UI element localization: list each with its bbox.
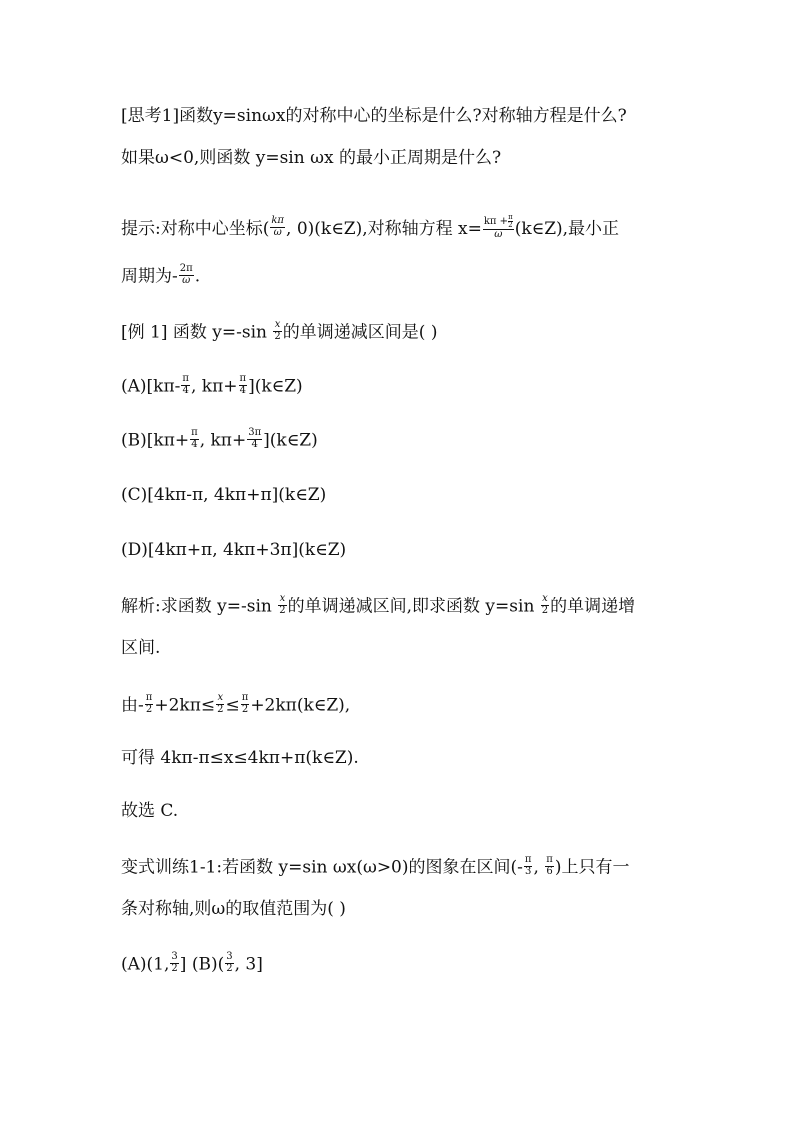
hint-text: 周期为- <box>121 266 178 287</box>
fraction: kπ + $\frac{\pi}{2}$ ω <box>483 213 513 240</box>
option-a: (A)[kπ- $\frac{\pi}{4}$ , kπ+ $\frac{\pi}{4}$ ](k∈Z) <box>121 373 303 397</box>
fraction: $\frac{3}{2}$ <box>171 951 178 974</box>
hint-text: (k∈Z),最小正 <box>514 218 620 239</box>
fraction: $\frac{\pi}{4}$ <box>182 373 189 396</box>
fraction: $\frac{3}{2}$ <box>226 951 233 974</box>
variant-options: (A)(1, $\frac{3}{2}$ ] (B)( $\frac{3}{2}$ , 3] <box>121 951 263 975</box>
hint-text: . <box>194 266 201 287</box>
solution-line-1: 解析:求函数 y=-sin $\frac{x}{2}$ 的单调递减区间,即求函数 y=sin $\frac{x}{2}$ 的单调递增 <box>121 593 636 617</box>
fraction: $\frac{x}{2}$ <box>217 692 224 715</box>
fraction: $\frac{\pi}{2}$ <box>145 692 153 715</box>
fraction: $\frac{\pi}{2}$ <box>241 692 249 715</box>
think-text-2: 如果ω<0,则函数 y=sin ωx 的最小正周期是什么? <box>121 148 502 168</box>
hint-text: , 0)(k∈Z),对称轴方程 x= <box>286 218 482 239</box>
fraction: $\frac{\pi}{4}$ <box>239 373 247 396</box>
hint-line-2 <box>121 263 201 288</box>
fraction: $\frac{x}{2}$ <box>541 593 549 616</box>
example-text: 的单调递减区间是( ) <box>282 322 438 343</box>
fraction: $\frac{k\pi}{\omega}$ <box>271 215 285 238</box>
fraction: $\frac{x}{2}$ <box>274 319 281 342</box>
think-line-2 <box>121 150 501 167</box>
hint-line-1 <box>121 213 620 243</box>
fraction: $\frac{x}{2}$ <box>279 593 286 616</box>
think-text-1: [思考1]函数y=sinωx的对称中心的坐标是什么?对称轴方程是什么? <box>121 106 627 126</box>
think-line-1 <box>121 108 627 125</box>
hint-text: 提示:对称中心坐标( <box>121 218 270 239</box>
solution-line-2: 区间. <box>121 638 161 658</box>
fraction: $\frac{\pi}{3}$ <box>524 854 532 877</box>
solution-line-4: 可得 4kπ-π≤x≤4kπ+π(k∈Z). <box>121 748 359 768</box>
variant-line-2: 条对称轴,则ω的取值范围为( ) <box>121 899 346 919</box>
option-d: (D)[4kπ+π, 4kπ+3π](k∈Z) <box>121 540 347 560</box>
solution-line-5: 故选 C. <box>121 801 179 821</box>
fraction: $\frac{\pi}{6}$ <box>546 854 553 877</box>
fraction: $\frac{\pi}{4}$ <box>191 427 198 450</box>
solution-line-3: 由- $\frac{\pi}{2}$ +2kπ≤ $\frac{x}{2}$ ≤ $\frac{\pi}{2}$ +2kπ(k∈Z), <box>121 692 351 716</box>
example-text: [例 1] 函数 y=-sin <box>121 322 273 343</box>
option-b: (B)[kπ+ $\frac{\pi}{4}$ , kπ+ $\frac{3\pi}{4}$ ](k∈Z) <box>121 427 318 451</box>
variant-line-1: 变式训练1-1:若函数 y=sin ωx(ω>0)的图象在区间(- $\frac{\pi}{3}$ , $\frac{\pi}{6}$ )上只有一 <box>121 854 630 878</box>
example-line <box>121 319 438 344</box>
option-c: (C)[4kπ-π, 4kπ+π](k∈Z) <box>121 485 327 505</box>
fraction: $\frac{2\pi}{\omega}$ <box>179 263 193 286</box>
fraction: $\frac{3\pi}{4}$ <box>248 427 262 450</box>
